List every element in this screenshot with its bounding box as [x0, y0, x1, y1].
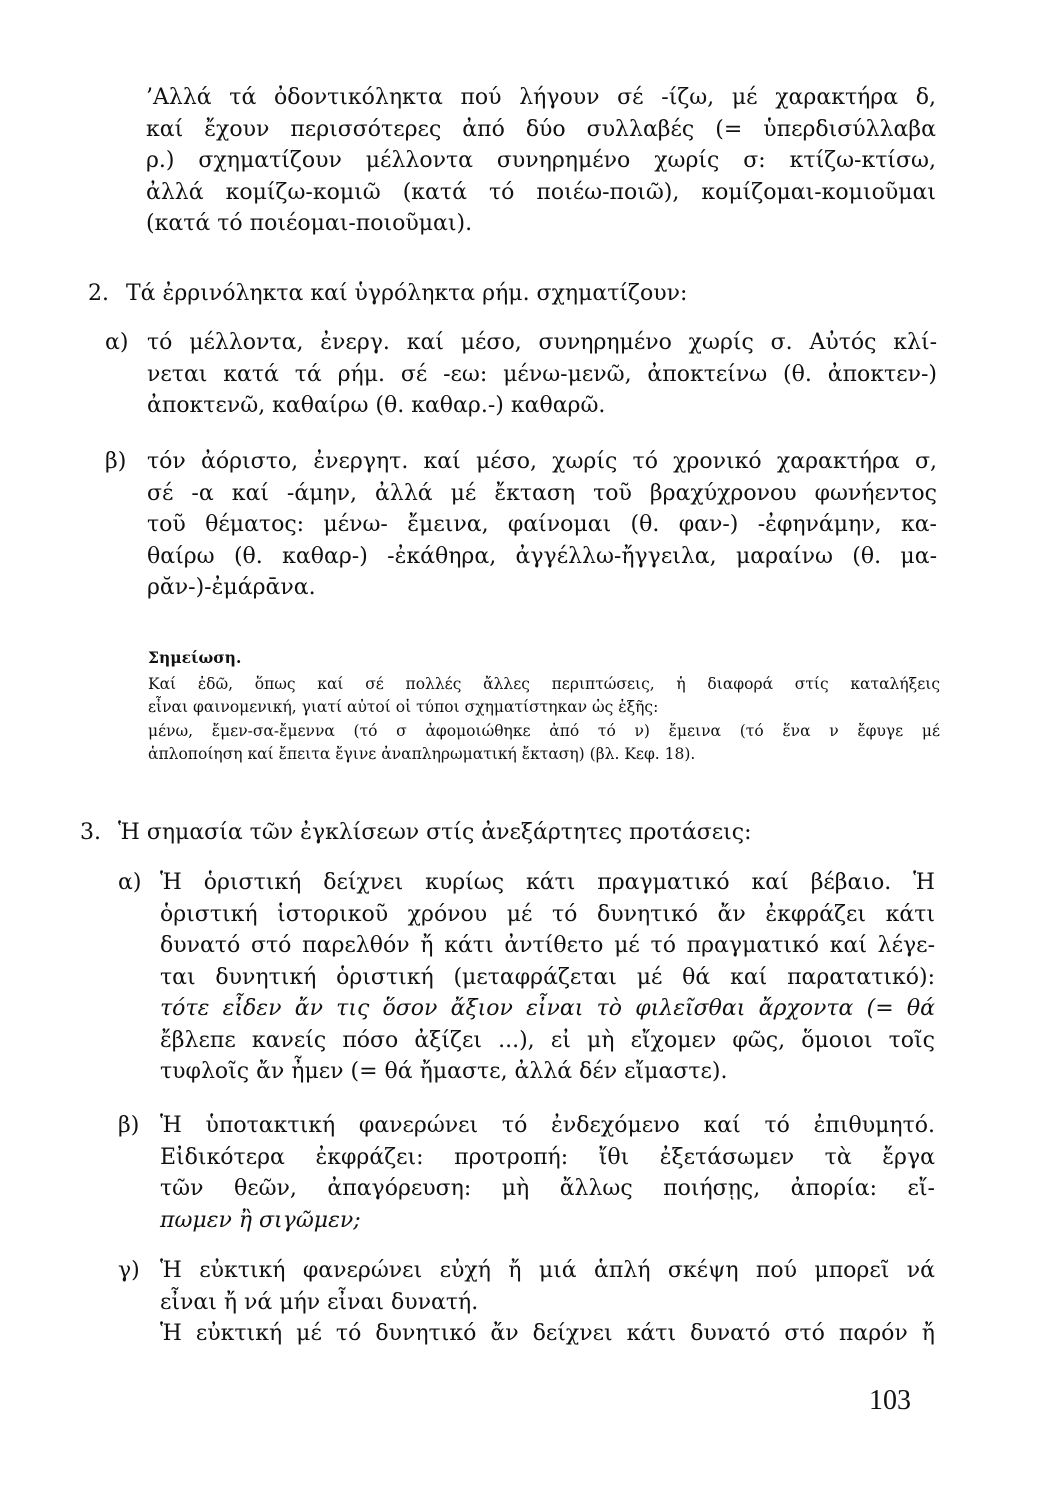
section-3a-line-7: τυφλοῖς ἄν ἦμεν (= θά ἤμαστε, ἀλλά δέν εἴμαστε).	[160, 1059, 728, 1084]
section-2b-line-3: τοῦ θέματος: μένω- ἔμεινα, φαίνομαι (θ. φαν-) -ἐφηνάμην, κα-	[147, 512, 937, 537]
intro-line-4: ἀλλά κομίζω-κομιῶ (κατά τό ποιέω-ποιῶ), κομίζομαι-κομιοῦμαι	[146, 179, 936, 205]
section-2-title: Τά ἐρρινόληκτα καί ὑγρόληκτα ρήμ. σχηματίζουν:	[126, 281, 688, 306]
section-2b-line-1: τόν ἀόριστο, ἐνεργητ. καί μέσο, χωρίς τό χρονικό χαρακτήρα σ,	[147, 449, 937, 474]
intro-line-1: ’Αλλά τά ὀδοντικόληκτα πού λήγουν σέ -ίζω, μέ χαρακτήρα δ,	[146, 85, 936, 110]
section-3b-text	[160, 1110, 935, 1236]
section-2b-line-4: θαίρω (θ. καθαρ-) -ἐκάθηρα, ἀγγέλλω-ἤγγειλα, μαραίνω (θ. μα-	[147, 543, 937, 569]
section-3a-label: α)	[118, 870, 142, 895]
section-3c-line-2: εἶναι ἤ νά μήν εἶναι δυνατή.	[160, 1289, 479, 1315]
section-2b-line-5: ρᾰν-)-ἐμάρᾱνα.	[147, 575, 316, 600]
section-3c-line-3: Ἡ εὐκτική μέ τό δυνητικό ἄν δείχνει κάτι δυνατό στό παρόν ἤ	[160, 1321, 935, 1346]
note-block	[148, 646, 940, 767]
page-number: 103	[869, 1385, 911, 1416]
section-2a-line-3: ἀποκτενῶ, καθαίρω (θ. καθαρ.-) καθαρῶ.	[147, 393, 606, 418]
section-3c-line-1: Ἡ εὐκτική φανερώνει εὐχή ἤ μιά ἁπλή σκέψη πού μπορεῖ νά	[160, 1258, 935, 1283]
intro-paragraph	[146, 82, 936, 240]
section-2a-line-2: νεται κατά τά ρήμ. σέ -εω: μένω-μενῶ, ἀποκτείνω (θ. ἀποκτεν-)	[147, 361, 937, 387]
section-3b-label: β)	[118, 1113, 140, 1138]
section-3b-line-4: πωμεν ἢ σιγῶμεν;	[160, 1207, 361, 1233]
section-3a-line-5: τότε εἶδεν ἄν τις ὅσον ἄξιον εἶναι τὸ φιλεῖσθαι ἄρχοντα (= θά	[160, 996, 935, 1021]
section-2b-label: β)	[105, 449, 127, 474]
note-line-2: εἶναι φαινομενική, γιατί αὐτοί οἱ τύποι σχηματίστηκαν ὡς ἑξῆς:	[148, 698, 659, 716]
note-line-3: μένω, ἔμεν-σα-ἔμεννα (τό σ ἀφομοιώθηκε ἀπό τό ν) ἔμεινα (τό ἕνα ν ἔφυγε μέ	[148, 721, 940, 740]
section-2-heading	[88, 278, 938, 310]
section-3-heading	[80, 817, 940, 849]
section-3a-line-4: ται δυνητική ὁριστική (μεταφράζεται μέ θά καί παρατατικό):	[160, 964, 935, 990]
section-3a-text	[160, 867, 935, 1088]
intro-line-5: (κατά τό ποιέομαι-ποιοῦμαι).	[146, 211, 473, 236]
intro-line-2: καί ἔχουν περισσότερες ἀπό δύο συλλαβές (= ὑπερδισύλλαβα	[146, 116, 936, 142]
section-2a-text	[147, 327, 937, 422]
section-3-title: Ἡ σημασία τῶν ἐγκλίσεων στίς ἀνεξάρτητες προτάσεις:	[118, 820, 752, 845]
section-3a-line-2: ὁριστική ἱστορικοῦ χρόνου μέ τό δυνητικό ἄν ἐκφράζει κάτι	[160, 901, 935, 927]
section-3-number: 3.	[80, 820, 101, 845]
section-3a-line-3: δυνατό στό παρελθόν ἤ κάτι ἀντίθετο μέ τό πραγματικό καί λέγε-	[160, 933, 935, 958]
section-2a-line-1: τό μέλλοντα, ἐνεργ. καί μέσο, συνηρημένο χωρίς σ. Αὐτός κλί-	[147, 330, 937, 355]
section-2-number: 2.	[88, 281, 109, 306]
note-title: Σημείωση.	[148, 648, 242, 667]
section-2b-text	[147, 446, 937, 604]
note-line-4: ἁπλοποίηση καί ἔπειτα ἔγινε ἀναπληρωματική ἔκταση) (βλ. Κεφ. 18).	[148, 745, 696, 763]
section-3a-line-1: Ἡ ὁριστική δείχνει κυρίως κάτι πραγματικό καί βέβαιο. Ἡ	[160, 870, 935, 895]
section-3c-label: γ)	[118, 1258, 140, 1283]
section-2a-label: α)	[105, 330, 129, 355]
section-3c-text	[160, 1255, 935, 1350]
note-line-1: Καί ἐδῶ, ὅπως καί σέ πολλές ἄλλες περιπτώσεις, ἡ διαφορά στίς καταλήξεις	[148, 674, 940, 693]
section-3b-line-3: τῶν θεῶν, ἀπαγόρευση: μὴ ἄλλως ποιήσῃς, ἀπορία: εἴ-	[160, 1176, 935, 1201]
section-3b-line-2: Εἰδικότερα ἐκφράζει: προτροπή: ἴθι ἐξετάσωμεν τὰ ἔργα	[160, 1144, 935, 1170]
intro-line-3: ρ.) σχηματίζουν μέλλοντα συνηρημένο χωρίς σ: κτίζω-κτίσω,	[146, 148, 936, 173]
section-2b-line-2: σέ -α καί -άμην, ἀλλά μέ ἔκταση τοῦ βραχύχρονου φωνήεντος	[147, 480, 937, 506]
section-3b-line-1: Ἡ ὑποτακτική φανερώνει τό ἐνδεχόμενο καί τό ἐπιθυμητό.	[160, 1113, 935, 1138]
section-3a-line-6: ἔβλεπε κανείς πόσο ἀξίζει ...), εἰ μὴ εἴχομεν φῶς, ὅμοιοι τοῖς	[160, 1027, 935, 1053]
